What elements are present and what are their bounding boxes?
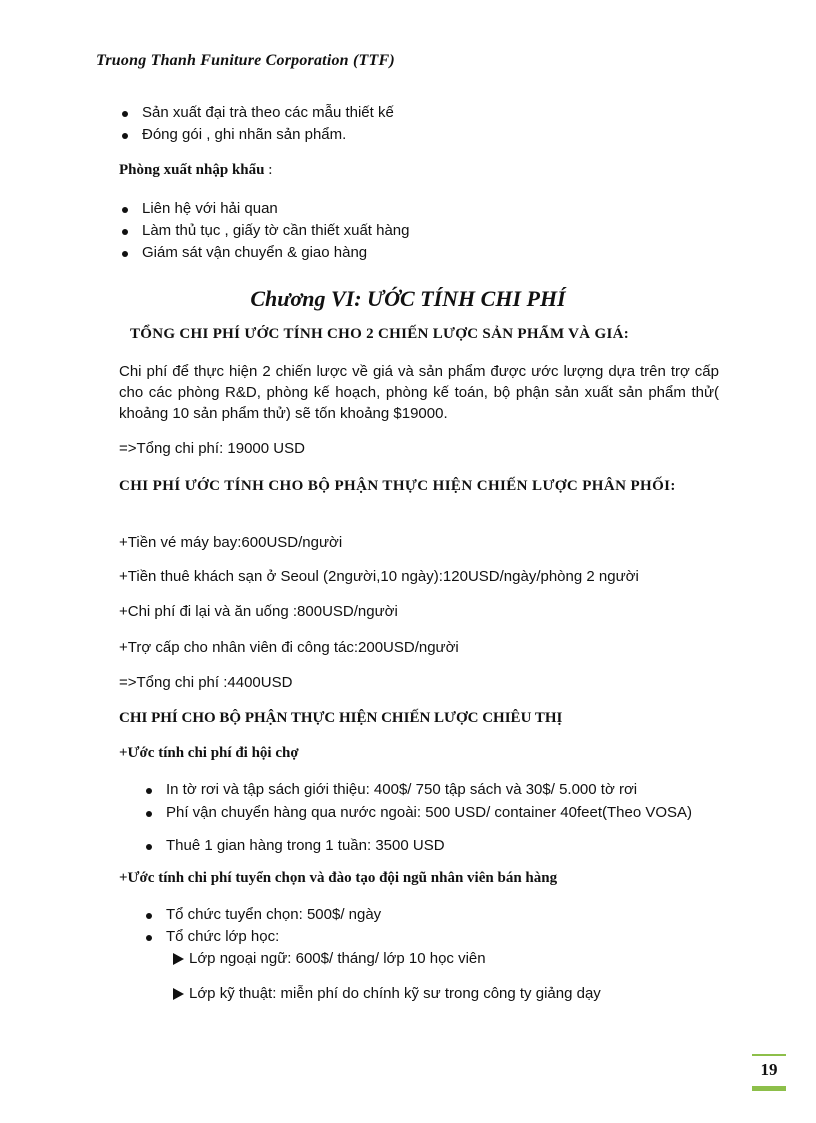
bullet-icon (122, 251, 128, 257)
section1-total: =>Tổng chi phí: 19000 USD (119, 440, 305, 457)
list-item: +Trợ cấp cho nhân viên đi công tác:200USD/người (119, 639, 459, 656)
bullet-icon (122, 207, 128, 213)
export-dept-heading-text: Phòng xuất nhập khẩu (119, 162, 265, 178)
list-item: Làm thủ tục , giấy tờ cần thiết xuất hàng (142, 222, 410, 239)
arrow-right-icon (173, 953, 184, 965)
list-item: In tờ rơi và tập sách giới thiệu: 400$/ 750 tập sách và 30$/ 5.000 tờ rơi (166, 781, 638, 798)
export-dept-heading (119, 162, 272, 179)
list-item: Đóng gói , ghi nhãn sản phẩm. (142, 126, 347, 143)
bullet-icon (122, 229, 128, 235)
bullet-icon (146, 788, 152, 794)
bullet-icon (122, 133, 128, 139)
bullet-icon (146, 811, 152, 817)
section3-heading: CHI PHÍ CHO BỘ PHẬN THỰC HIỆN CHIẾN LƯỢC CHIÊU THỊ (119, 710, 563, 726)
list-item: Sản xuất đại trà theo các mẫu thiết kế (142, 104, 394, 121)
bullet-icon (146, 913, 152, 919)
page-number-bar (752, 1086, 786, 1091)
fair-heading: +Ước tính chi phí đi hội chợ (119, 745, 299, 761)
list-item: +Chi phí đi lại và ăn uống :800USD/người (119, 603, 398, 620)
bullet-icon (146, 844, 152, 850)
list-item: Liên hệ với hải quan (142, 200, 278, 217)
bullet-icon (146, 935, 152, 941)
staff-heading: +Ước tính chi phí tuyển chọn và đào tạo đội ngũ nhân viên bán hàng (119, 870, 558, 886)
chapter-title: Chương VI: ƯỚC TÍNH CHI PHÍ (250, 286, 566, 311)
list-item: Thuê 1 gian hàng trong 1 tuần: 3500 USD (166, 837, 445, 854)
section2-heading: CHI PHÍ ƯỚC TÍNH CHO BỘ PHẬN THỰC HIỆN CHIẾN LƯỢC PHÂN PHỐI: (119, 478, 676, 494)
list-item: +Tiền vé máy bay:600USD/người (119, 534, 343, 551)
arrow-right-icon (173, 988, 184, 1000)
list-item: Tổ chức lớp học: (166, 928, 280, 945)
document-header: Truong Thanh Funiture Corporation (TTF) (96, 52, 395, 69)
list-item: +Tiền thuê khách sạn ở Seoul (2người,10 ngày):120USD/ngày/phòng 2 người (119, 568, 639, 585)
list-item: Giám sát vận chuyển & giao hàng (142, 244, 368, 261)
sub-list-item: Lớp ngoại ngữ: 600$/ tháng/ lớp 10 học viên (189, 950, 486, 967)
section1-paragraph: Chi phí để thực hiện 2 chiến lược về giá và sản phẩm được ước lượng dựa trên trợ cấp cho các phòng R&D, phòng kế hoạch, phòng kế toán, bộ phận sản xuất sản phẩm thử( khoảng 10 sản phẩm thử) sẽ tốn khoảng $19000. (119, 363, 719, 422)
export-dept-colon: : (268, 162, 273, 178)
list-item: Tổ chức tuyển chọn: 500$/ ngày (166, 906, 382, 923)
list-item: Phí vận chuyển hàng qua nước ngoài: 500 USD/ container 40feet(Theo VOSA) (166, 804, 693, 821)
bullet-icon (122, 111, 128, 117)
page-number-rule (752, 1054, 786, 1056)
page-number: 19 (760, 1060, 778, 1079)
section1-heading: TỔNG CHI PHÍ ƯỚC TÍNH CHO 2 CHIẾN LƯỢC SẢN PHẨM VÀ GIÁ: (130, 326, 630, 342)
sub-list-item: Lớp kỹ thuật: miễn phí do chính kỹ sư trong công ty giảng dạy (189, 985, 601, 1002)
section2-total: =>Tổng chi phí :4400USD (119, 674, 293, 691)
